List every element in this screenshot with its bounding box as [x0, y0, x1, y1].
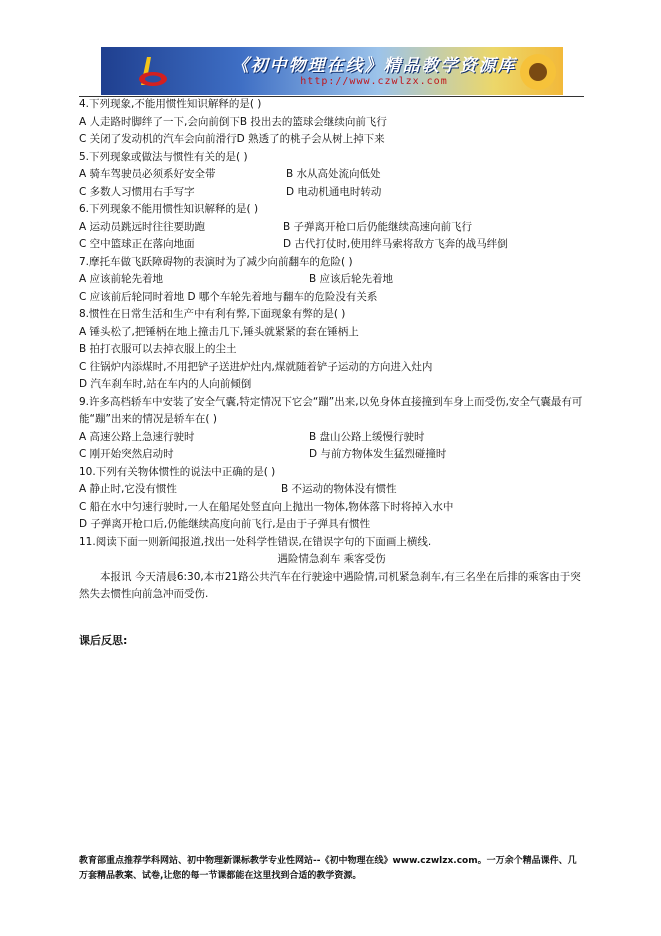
question-stem: 5.下列现象或做法与惯性有关的是( ) [79, 150, 248, 163]
option-text: C 往锅炉内添煤时,不用把铲子送进炉灶内,煤就随着铲子运动的方向进入灶内 [79, 360, 433, 373]
option-row [79, 114, 584, 132]
question-stem: 8.惯性在日常生活和生产中有利有弊,下面现象有弊的是( ) [79, 308, 346, 320]
option-row [79, 429, 584, 447]
news-body: 本报讯 今天清晨6:30,本市21路公共汽车在行驶途中遇险情,司机紧急刹车,有三名坐在后排的乘客由于突然失去惯性向前急冲而受伤. [79, 570, 581, 600]
option-row [79, 341, 584, 359]
option-text: D 与前方物体发生猛烈碰撞时 [309, 448, 447, 460]
option-text: C 多数人习惯用右手写字 [79, 185, 195, 198]
option-text: A 骑车驾驶员必须系好安全带 [79, 168, 216, 180]
option-row [79, 324, 584, 342]
option-text: B 不运动的物体没有惯性 [281, 483, 397, 495]
question-list [79, 96, 584, 604]
option-row [79, 271, 584, 289]
option-text: A 运动员跳远时往往要助跑 [79, 220, 206, 233]
option-text: C 应该前后轮同时着地 D 哪个车轮先着地与翻车的危险没有关系 [79, 290, 378, 303]
footer-note: 教育部重点推荐学科网站、初中物理新课标教学专业性网站--《初中物理在线》www.czwlzx.com。一万余个精品课件、几万套精品教案、试卷,让您的每一节课都能在这里找到合适的教学资源。 [79, 856, 577, 881]
option-text: A 锤头松了,把锤柄在地上撞击几下,锤头就紧紧的套在锤柄上 [79, 325, 359, 338]
option-text: C 关闭了发动机的汽车会向前滑行 [79, 133, 237, 145]
option-row [79, 446, 584, 464]
option-row [79, 289, 584, 307]
option-row [79, 359, 584, 377]
question-stem: 7.摩托车做飞跃障碍物的表演时为了减少向前翻车的危险( ) [79, 255, 353, 268]
news-title: 遇险情急刹车 乘客受伤 [277, 553, 386, 565]
option-text: C 刚开始突然启动时 [79, 448, 174, 460]
option-text: A 人走路时脚绊了一下,会向前倒下 [79, 115, 240, 128]
option-text: D 电动机通电时转动 [286, 185, 382, 198]
sunflower-icon [517, 51, 559, 93]
site-logo-icon [131, 53, 171, 89]
option-text: A 高速公路上急速行驶时 [79, 430, 195, 443]
option-text: B 应该后轮先着地 [309, 273, 394, 285]
question-stem: 10.下列有关物体惯性的说法中正确的是( ) [79, 465, 276, 478]
option-text: B 盘山公路上缓慢行驶时 [309, 430, 425, 443]
option-row [79, 376, 584, 394]
option-row [79, 166, 584, 184]
option-text: D 子弹离开枪口后,仍能继续高度向前飞行,是由于子弹具有惯性 [79, 518, 371, 530]
question-stem: 4.下列现象,不能用惯性知识解释的是( ) [79, 98, 262, 110]
option-row [79, 481, 584, 499]
option-text: A 静止时,它没有惯性 [79, 483, 177, 495]
option-row [79, 131, 584, 149]
question-stem: 11.阅读下面一则新闻报道,找出一处科学性错误,在错误字句的下面画上横线. [79, 535, 432, 548]
site-title: 《初中物理在线》精品教学资源库 [231, 56, 517, 76]
option-text: C 船在水中匀速行驶时,一人在船尾处竖直向上抛出一物体,物体落下时将掉入水中 [79, 500, 454, 513]
option-text: D 汽车刹车时,站在车内的人向前倾倒 [79, 378, 252, 390]
question-stem: 6.下列现象不能用惯性知识解释的是( ) [79, 203, 259, 215]
option-text: B 水从高处流向低处 [286, 168, 381, 180]
option-text: D 熟透了的桃子会从树上掉下来 [236, 133, 385, 145]
reflection-label: 课后反思: [79, 634, 128, 647]
option-text: D 古代打仗时,使用绊马索将敌方飞奔的战马绊倒 [283, 238, 508, 250]
question-stem: 9.许多高档轿车中安装了安全气囊,特定情况下它会“蹦”出来,以免身体直接撞到车身上而受伤,安全气囊最有可能“蹦”出来的情况是轿车在( ) [79, 395, 583, 425]
option-row [79, 516, 584, 534]
option-text: B 子弹离开枪口后仍能继续高速向前飞行 [283, 220, 473, 233]
option-text: B 投出去的篮球会继续向前飞行 [239, 115, 387, 128]
header-banner [101, 47, 563, 95]
option-text: B 拍打衣服可以去掉衣服上的尘土 [79, 343, 237, 355]
option-row [79, 499, 584, 517]
option-text: A 应该前轮先着地 [79, 273, 164, 285]
option-row [79, 236, 584, 254]
option-row [79, 184, 584, 202]
option-text: C 空中篮球正在落向地面 [79, 238, 195, 250]
option-row [79, 219, 584, 237]
site-url[interactable]: http://www.czwlzx.com [300, 76, 448, 87]
